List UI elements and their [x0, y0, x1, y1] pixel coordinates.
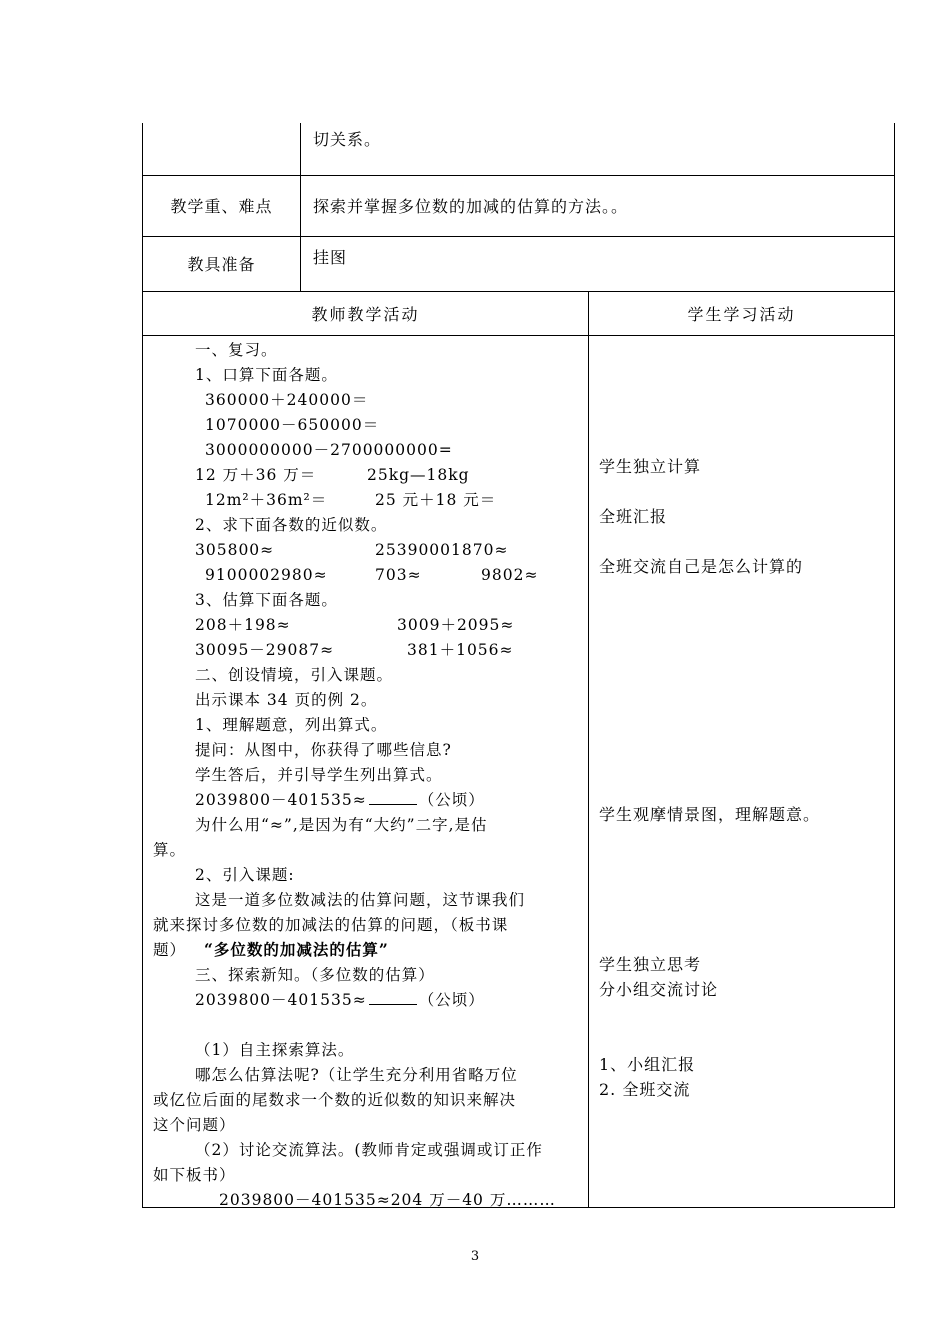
materials-text: 挂图	[313, 247, 348, 267]
teacher-line: 2、求下面各数的近似数。	[195, 515, 388, 534]
row-continued-label-cell	[143, 123, 301, 175]
student-line: 学生观摩情景图，理解题意。	[599, 804, 821, 824]
teacher-line: 25 元＋18 元＝	[375, 490, 497, 509]
teacher-line: 1070000－650000＝	[205, 415, 380, 434]
key-points-text: 探索并掌握多位数的加减的估算的方法。。	[313, 197, 629, 216]
teacher-line: 就来探讨多位数的加减法的估算的问题，（板书课	[153, 915, 509, 934]
student-line: 学生独立计算	[599, 456, 702, 476]
teacher-line	[153, 940, 389, 960]
teacher-line	[195, 990, 485, 1010]
teacher-line: 学生答后，并引导学生列出算式。	[195, 765, 443, 784]
lesson-title: “多位数的加减法的估算”	[204, 939, 389, 959]
teacher-line: 提问：从图中，你获得了哪些信息?	[195, 740, 452, 759]
teacher-line: 算。	[153, 840, 187, 859]
teacher-line: 三、探索新知。（多位数的估算）	[195, 965, 435, 984]
unit-text: （公顷）	[418, 790, 485, 809]
teacher-activity-header: 教师教学活动	[143, 291, 589, 335]
row-activities	[143, 335, 895, 1207]
student-line: 全班汇报	[599, 506, 668, 526]
teacher-line: 这是一道多位数减法的估算问题，这节课我们	[195, 890, 526, 909]
teacher-line: 1、理解题意，列出算式。	[195, 715, 388, 734]
teacher-line: 1、口算下面各题。	[195, 365, 338, 384]
teacher-line: 9100002980≈	[205, 565, 328, 584]
student-activity-header: 学生学习活动	[589, 291, 895, 335]
materials-cell	[301, 236, 895, 291]
row-materials	[143, 236, 895, 291]
teacher-line: 3000000000－2700000000=	[205, 440, 453, 459]
student-line: 全班交流自己是怎么计算的	[599, 556, 804, 576]
teacher-line: 出示课本 34 页的例 2。	[195, 690, 378, 709]
teacher-line: 9802≈	[481, 565, 539, 584]
teacher-line: 二、创设情境，引入课题。	[195, 665, 394, 684]
teacher-activity-cell	[143, 335, 589, 1207]
teacher-line: 25kg—18kg	[367, 465, 470, 484]
teacher-line: 3009＋2095≈	[397, 615, 515, 634]
teacher-line: 3、估算下面各题。	[195, 590, 338, 609]
teacher-line: 208＋198≈	[195, 615, 291, 634]
teacher-line	[195, 790, 485, 810]
unit-text: （公顷）	[418, 990, 485, 1009]
answer-blank	[369, 990, 417, 1005]
teacher-line: 12m²＋36m²＝	[205, 490, 328, 509]
teacher-line: 305800≈	[195, 540, 275, 559]
row-activity-headers	[143, 291, 895, 335]
equation-text: 2039800－401535≈	[195, 990, 367, 1009]
teacher-line: 为什么用“≈”,是因为有“大约”二字,是估	[195, 815, 488, 834]
answer-blank	[369, 790, 417, 805]
row-continued	[143, 123, 895, 175]
key-points-cell	[301, 175, 895, 236]
teacher-line: （2）讨论交流算法。(教师肯定或强调或订正作	[195, 1140, 543, 1159]
materials-label: 教具准备	[143, 236, 301, 291]
row-key-points	[143, 175, 895, 236]
teacher-line: 360000＋240000＝	[205, 390, 369, 409]
teacher-line: 30095－29087≈	[195, 640, 335, 659]
teacher-activity-content	[143, 336, 588, 1207]
student-activity-cell	[589, 335, 895, 1207]
teacher-line: （1）自主探索算法。	[195, 1040, 355, 1059]
row-continued-text-cell	[301, 123, 895, 175]
teacher-line: 2039800－401535≈204 万－40 万………	[219, 1190, 556, 1209]
lesson-plan-table	[142, 123, 895, 1208]
teacher-line-part: 题）	[153, 940, 187, 959]
page-number: 3	[470, 1249, 480, 1264]
teacher-line: 如下板书）	[153, 1165, 236, 1184]
continued-text: 切关系。	[313, 130, 382, 149]
teacher-line: 2、引入课题:	[195, 865, 295, 884]
student-line: 2. 全班交流	[599, 1079, 691, 1099]
teacher-line: 25390001870≈	[375, 540, 509, 559]
teacher-line: 一、复习。	[195, 340, 278, 359]
student-line: 学生独立思考	[599, 954, 702, 974]
teacher-line: 703≈	[375, 565, 422, 584]
equation-text: 2039800－401535≈	[195, 790, 367, 809]
teacher-line: 或亿位后面的尾数求一个数的近似数的知识来解决	[153, 1090, 517, 1109]
teacher-line: 这个问题）	[153, 1115, 236, 1134]
teacher-line: 381＋1056≈	[407, 640, 514, 659]
student-line: 分小组交流讨论	[599, 979, 719, 999]
student-line: 1、小组汇报	[599, 1054, 696, 1074]
student-activity-content	[589, 336, 894, 1207]
key-points-label: 教学重、难点	[143, 175, 301, 236]
teacher-line: 哪怎么估算法呢?（让学生充分利用省略万位	[195, 1065, 518, 1084]
teacher-line: 12 万＋36 万＝	[195, 465, 317, 484]
